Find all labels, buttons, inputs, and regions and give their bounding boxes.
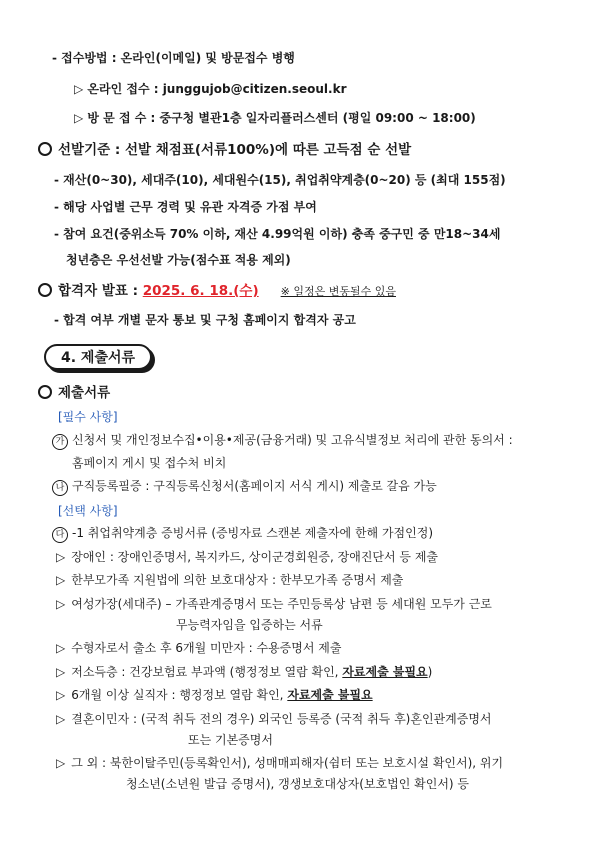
- triangle-bullet-icon: ▷: [56, 712, 66, 726]
- announce-note: ※ 일정은 변동될수 있음: [280, 285, 396, 298]
- no-submission-note: 자료제출 불필요: [287, 688, 373, 702]
- circle-bullet-icon: [38, 385, 52, 399]
- optional-item: ▷ 결혼이민자 : (국적 취득 전의 경우) 외국인 등록증 (국적 취득 후)혼인관계증명서: [56, 712, 492, 726]
- triangle-bullet-icon: ▷: [56, 756, 66, 770]
- korean-circled-letter-icon: 다: [52, 527, 68, 543]
- required-label: [필수 사항]: [58, 410, 118, 424]
- optional-item: ▷ 저소득층 : 건강보험료 부과액 (행정정보 열람 확인, 자료제출 불필요): [56, 665, 433, 679]
- required-item-cont: 홈페이지 게시 및 접수처 비치: [72, 456, 227, 470]
- optional-item: ▷ 여성가장(세대주) – 가족관계증명서 또는 주민등록상 남편 등 세대원 모두가 근로: [56, 597, 492, 611]
- required-item: [52, 432, 513, 450]
- required-item-text: 신청서 및 개인정보수집•이용•제공(금융거래) 및 고유식별정보 처리에 관한 동의서 :: [72, 433, 513, 447]
- section-4-title-box: [44, 344, 152, 370]
- triangle-bullet-icon: ▷: [56, 665, 66, 679]
- optional-item: ▷ 수형자로서 출소 후 6개월 미만자 : 수용증명서 제출: [56, 641, 342, 655]
- announce-detail: - 합격 여부 개별 문자 통보 및 구청 홈페이지 합격자 공고: [54, 313, 356, 327]
- optional-head-text: -1 취업취약계층 증빙서류 (증빙자료 스캔본 제출자에 한해 가점인정): [72, 526, 434, 540]
- docs-heading-row: [38, 385, 110, 401]
- apply-method: - 접수방법 : 온라인(이메일) 및 방문접수 병행: [52, 51, 295, 65]
- optional-item: ▷ 한부모가족 지원법에 의한 보호대상자 : 한부모가족 증명서 제출: [56, 573, 404, 587]
- korean-circled-letter-icon: 가: [52, 434, 68, 450]
- korean-circled-letter-icon: 나: [52, 480, 68, 496]
- optional-item-cont: 무능력자임을 입증하는 서류: [176, 618, 323, 632]
- optional-item: ▷ 그 외 : 북한이탈주민(등록확인서), 성매매피해자(쉼터 또는 보호시설 확인서), 위기: [56, 756, 504, 770]
- section-4-title: 4. 제출서류: [60, 350, 136, 366]
- announce-date: 2025. 6. 18.(수): [142, 283, 259, 299]
- docs-heading: 제출서류: [58, 385, 111, 401]
- selection-item: - 재산(0~30), 세대주(10), 세대원수(15), 취업취약계층(0~20) 등 (최대 155점): [54, 173, 506, 187]
- triangle-bullet-icon: ▷: [56, 550, 66, 564]
- optional-item-cont: 또는 기본증명서: [188, 733, 273, 747]
- required-item: [52, 478, 437, 496]
- optional-head: [52, 525, 433, 543]
- circle-bullet-icon: [38, 283, 52, 297]
- apply-visit: ▷ 방 문 접 수 : 중구청 별관1층 일자리플러스센터 (평일 09:00 ~ 18:00): [74, 111, 476, 125]
- triangle-bullet-icon: ▷: [56, 597, 66, 611]
- announce-row: [38, 283, 396, 300]
- optional-item: ▷ 6개월 이상 실직자 : 행정정보 열람 확인, 자료제출 불필요: [56, 688, 373, 702]
- triangle-bullet-icon: ▷: [56, 641, 66, 655]
- required-item-text: 구직등록필증 : 구직등록신청서(홈페이지 서식 게시) 제출로 갈음 가능: [72, 479, 437, 493]
- selection-title-row: [38, 142, 411, 158]
- selection-item: 청년층은 우선선발 가능(점수표 적용 제외): [66, 253, 291, 267]
- circle-bullet-icon: [38, 142, 52, 156]
- announce-label: 합격자 발표 :: [58, 283, 143, 299]
- selection-item: - 참여 요건(중위소득 70% 이하, 재산 4.99억원 이하) 충족 중구민 중 만18~34세: [54, 227, 501, 241]
- no-submission-note: 자료제출 불필요: [342, 665, 428, 679]
- triangle-bullet-icon: ▷: [56, 688, 66, 702]
- selection-title: 선발기준 : 선발 채점표(서류100%)에 따른 고득점 순 선발: [58, 142, 412, 158]
- optional-label: [선택 사항]: [58, 504, 118, 518]
- selection-item: - 해당 사업별 근무 경력 및 유관 자격증 가점 부여: [54, 200, 317, 214]
- optional-item: ▷ 장애인 : 장애인증명서, 복지카드, 상이군경회원증, 장애진단서 등 제출: [56, 550, 439, 564]
- triangle-bullet-icon: ▷: [56, 573, 66, 587]
- optional-item-cont: 청소년(소년원 발급 증명서), 갱생보호대상자(보호법인 확인서) 등: [126, 777, 470, 791]
- apply-online: ▷ 온라인 접수 : junggujob@citizen.seoul.kr: [74, 82, 347, 96]
